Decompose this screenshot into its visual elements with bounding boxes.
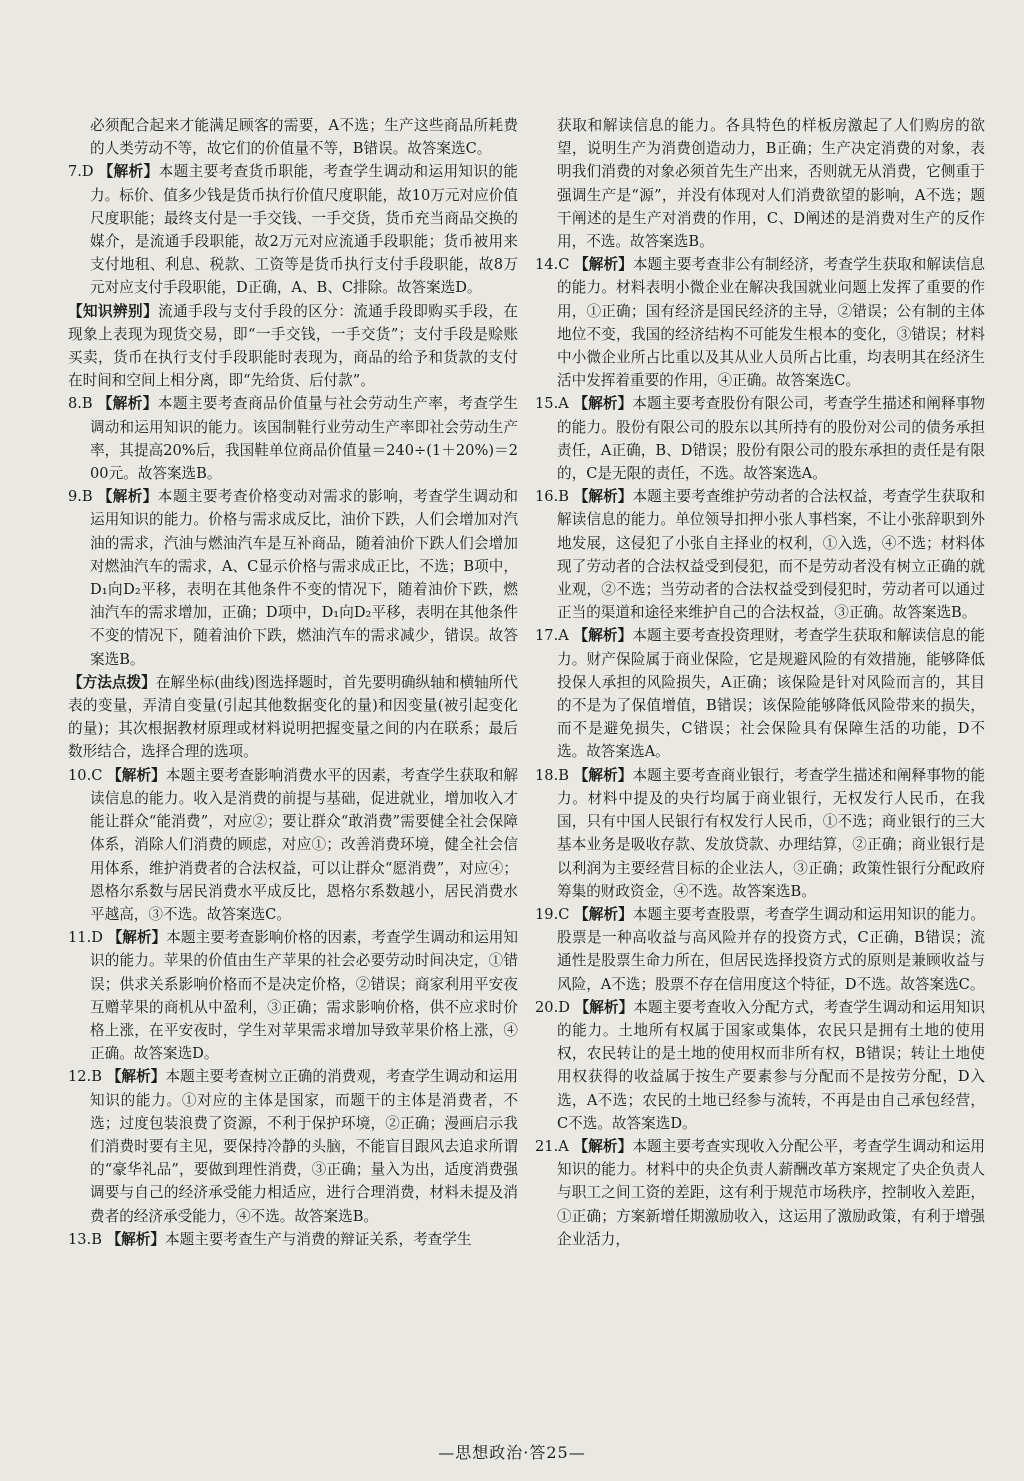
answer-text: 本题主要考查维护劳动者的合法权益，考查学生获取和解读信息的能力。单位领导扣押小张人事档案，不让小张辞职到外地发展，这侵犯了小张自主择业的权利，①入选，④不选；材料体现了劳动者的合法权益受到侵犯，而不是劳动者没有树立正确的就业观，②不选；当劳动者的合法权益受到侵犯时，劳动者可以通过正当的渠道和途径来维护自己的合法权益，③正确。故答案选B。 (557, 488, 985, 622)
note-text: 在解坐标(曲线)图选择题时，首先要明确纵轴和横轴所代表的变量，弄清自变量(引起其他数据变化的量)和因变量(被引起变化的量)；其次根据教材原理或材料说明把握变量之间的内在联系；最后数形结合，选择合理的选项。 (68, 673, 518, 761)
answer-20 (535, 996, 985, 1135)
answer-13 (68, 1228, 518, 1251)
knowledge-note (68, 300, 518, 393)
answer-number: 13.B (68, 1230, 102, 1248)
analysis-tag: 【解析】 (573, 1137, 633, 1155)
analysis-tag: 【解析】 (97, 395, 158, 413)
analysis-tag: 【解析】 (573, 395, 633, 413)
answer-10 (68, 764, 518, 926)
answer-12 (68, 1065, 518, 1227)
answer-text: 本题主要考查实现收入分配公平，考查学生调动和运用知识的能力。材料中的央企负责人薪酬改革方案规定了央企负责人与职工之间工资的差距，这有利于规范市场秩序，控制收入差距，①正确；方案新增任期激励收入，这运用了激励政策，有利于增强企业活力， (557, 1137, 985, 1248)
answer-21 (535, 1135, 985, 1251)
answer-text: 本题主要考查非公有制经济，考查学生获取和解读信息的能力。材料表明小微企业在解决我国就业问题上发挥了重要的作用，①正确；国有经济是国民经济的主导，②错误；公有制的主体地位不变，我国的经济结构不可能发生根本的变化，③错误；材料中小微企业所占比重以及其从业人员所占比重，均表明其在经济生活中发挥着重要的作用，④正确。故答案选C。 (557, 256, 985, 390)
answer-9 (68, 485, 518, 671)
analysis-tag: 【解析】 (106, 1068, 166, 1086)
left-column (68, 114, 518, 1251)
method-note (68, 671, 518, 764)
analysis-tag: 【解析】 (107, 929, 167, 947)
answer-number: 17.A (535, 627, 569, 645)
answer-number: 10.C (68, 766, 103, 784)
answer-19 (535, 903, 985, 996)
answer-15 (535, 392, 985, 485)
answer-number: 8.B (68, 395, 93, 413)
answer-number: 21.A (535, 1137, 569, 1155)
answer-number: 15.A (535, 395, 569, 413)
answer-text: 本题主要考查生产与消费的辩证关系，考查学生 (164, 1230, 472, 1248)
analysis-tag: 【解析】 (574, 998, 634, 1016)
answer-text: 本题主要考查股份有限公司，考查学生描述和阐释事物的能力。股份有限公司的股东以其所持有的股份对公司的债务承担责任，A正确，B、D错误；股份有限公司的股东承担的责任是有限的，C是无限的责任，不选。故答案选A。 (557, 395, 985, 483)
right-column (535, 114, 985, 1251)
answer-text: 本题主要考查商业银行，考查学生描述和阐释事物的能力。材料中提及的央行均属于商业银行，无权发行人民币，在我国，只有中国人民银行有权发行人民币，①不选；商业银行的三大基本业务是吸收存款、发放贷款、办理结算，②正确；商业银行是以利润为主要经营目标的企业法人，③正确；政策性银行分配政府筹集的财政资金，④不选。故答案选B。 (557, 766, 985, 900)
answer-text: 本题主要考查收入分配方式，考查学生调动和运用知识的能力。土地所有权属于国家或集体，农民只是拥有土地的使用权，农民转让的是土地的使用权而非所有权，B错误；转让土地使用权获得的收益属于按生产要素参与分配而不是按劳分配，D入选，A不选；农民的土地已经参与流转，不再是由自己承包经营，C不选。故答案选D。 (557, 998, 985, 1132)
continued-answer: 获取和解读信息的能力。各具特色的样板房激起了人们购房的欲望，说明生产为消费创造动力，B正确；生产决定消费的对象，表明我们消费的对象必须首先生产出来，否则就无从消费，它侧重于强调生产是“源”，并没有体现对人们消费欲望的影响，A不选；题干阐述的是生产对消费的作用，C、D阐述的是消费对生产的反作用，不选。故答案选B。 (557, 117, 985, 251)
answer-14 (535, 253, 985, 392)
answer-8 (68, 392, 518, 485)
answer-number: 18.B (535, 766, 569, 784)
answer-18 (535, 764, 985, 903)
analysis-tag: 【解析】 (573, 627, 633, 645)
answer-text: 本题主要考查商品价值量与社会劳动生产率，考查学生调动和运用知识的能力。该国制鞋行业劳动生产率即社会劳动生产率，其提高20%后，我国鞋单位商品价值量＝240÷(1＋20%)＝200元。故答案选B。 (90, 395, 518, 483)
answer-number: 9.B (68, 488, 93, 506)
continued-answer: 必须配合起来才能满足顾客的需要，A不选；生产这些商品所耗费的人类劳动不等，故它们的价值量不等，B错误。故答案选C。 (90, 117, 518, 158)
answer-number: 16.B (535, 488, 569, 506)
analysis-tag: 【解析】 (97, 488, 158, 506)
answer-text: 本题主要考查股票，考查学生调动和运用知识的能力。股票是一种高收益与高风险并存的投资方式，C正确，B错误；流通性是股票生命力所在，但居民选择投资方式的原则是兼顾收益与风险，A不选；股票不存在信用度这个特征，D不选。故答案选C。 (557, 905, 985, 993)
answer-text: 本题主要考查影响消费水平的因素，考查学生获取和解读信息的能力。收入是消费的前提与基础，促进就业，增加收入才能让群众“能消费”，对应②；要让群众“敢消费”需要健全社会保障体系，消除人们消费的顾虑，对应①；改善消费环境，健全社会信用体系，维护消费者的合法权益，可以让群众“愿消费”，对应④；恩格尔系数与居民消费水平成反比，恩格尔系数越小，居民消费水平越高，③不选。故答案选C。 (90, 766, 518, 923)
note-tag: 【知识辨别】 (68, 302, 159, 320)
analysis-tag: 【解析】 (573, 488, 633, 506)
answer-16 (535, 485, 985, 624)
answer-text: 本题主要考查投资理财，考查学生获取和解读信息的能力。财产保险属于商业保险，它是规避风险的有效措施，能够降低投保人承担的风险损失，A正确；该保险是针对风险而言的，其目的不是为了保值增值，B错误；该保险能够降低风险带来的损失，而不是避免损失，C错误；社会保险具有保障生活的功能，D不选。故答案选A。 (557, 627, 985, 761)
answer-11 (68, 926, 518, 1065)
answer-number: 20.D (535, 998, 570, 1016)
note-tag: 【方法点拨】 (68, 673, 156, 691)
analysis-tag: 【解析】 (574, 905, 633, 923)
answer-17 (535, 624, 985, 763)
answer-number: 19.C (535, 905, 570, 923)
analysis-tag: 【解析】 (98, 163, 159, 181)
answer-text: 本题主要考查影响价格的因素，考查学生调动和运用知识的能力。苹果的价值由生产苹果的社会必要劳动时间决定，①错误；供求关系影响价格而不是决定价格，②错误；商家利用平安夜互赠苹果的商机从中盈利，③正确；需求影响价格，供不应求时价格上涨，在平安夜时，学生对苹果需求增加导致苹果价格上涨，④正确。故答案选D。 (90, 929, 518, 1063)
analysis-tag: 【解析】 (573, 766, 633, 784)
answer-number: 14.C (535, 256, 570, 274)
analysis-tag: 【解析】 (106, 1230, 165, 1248)
answer-number: 11.D (68, 929, 103, 947)
answer-text: 本题主要考查树立正确的消费观，考查学生调动和运用知识的能力。①对应的主体是国家，而题干的主体是消费者，不选；过度包装浪费了资源，不利于保护环境，②正确；漫画启示我们消费时要有主见，要保持冷静的头脑，不能盲目跟风去追求所谓的“豪华礼品”，要做到理性消费，③正确；量入为出，适度消费强调要与自己的经济承受能力相适应，进行合理消费，材料未提及消费者的经济承受能力，④不选。故答案选B。 (90, 1068, 518, 1225)
answer-number: 12.B (68, 1068, 102, 1086)
note-text: 流通手段与支付手段的区分：流通手段即购买手段，在现象上表现为现货交易，即“一手交钱，一手交货”；支付手段是赊账买卖，货币在执行支付手段职能时表现为，商品的给予和货款的支付在时间和空间上相分离，即“先给货、后付款”。 (68, 302, 518, 390)
analysis-tag: 【解析】 (107, 766, 166, 784)
answer-text: 本题主要考查货币职能，考查学生调动和运用知识的能力。标价、值多少钱是货币执行价值尺度职能，故10万元对应价值尺度职能；最终支付是一手交钱、一手交货，货币充当商品交换的媒介，是流通手段职能，故2万元对应流通手段职能；货币被用来支付地租、利息、税款、工资等是货币执行支付手段职能，故8万元对应支付手段职能，D正确，A、B、C排除。故答案选D。 (90, 163, 518, 297)
answer-number: 7.D (68, 163, 94, 181)
answer-7 (68, 160, 518, 299)
answer-text: 本题主要考查价格变动对需求的影响，考查学生调动和运用知识的能力。价格与需求成反比，油价下跌，人们会增加对汽油的需求，汽油与燃油汽车是互补商品，随着油价下跌人们会增加对燃油汽车的需求，A、C显示价格与需求成正比，不选；B项中，D₁向D₂平移，表明在其他条件不变的情况下，随着油价下跌，燃油汽车的需求增加，正确；D项中，D₁向D₂平移，表明在其他条件不变的情况下，随着油价下跌，燃油汽车的需求减少，错误。故答案选B。 (90, 488, 518, 668)
analysis-tag: 【解析】 (574, 256, 633, 274)
page-footer: —思想政治·答25— (438, 1443, 586, 1462)
